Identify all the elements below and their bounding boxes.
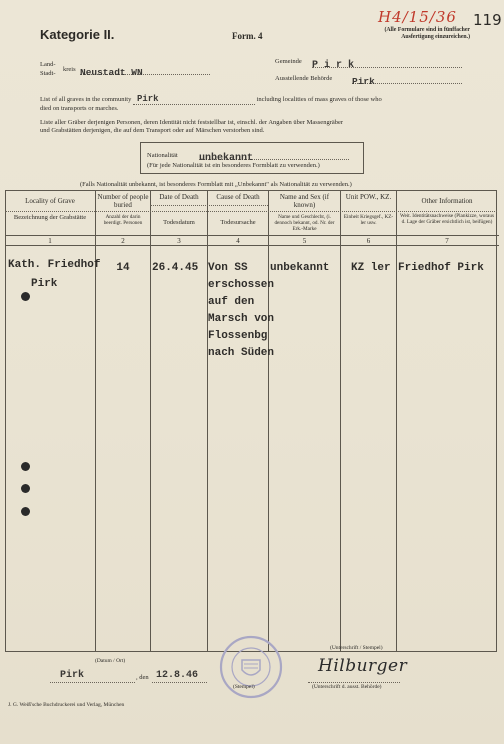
column-divider [268, 190, 269, 652]
cause-line5: Flossenbg [208, 330, 268, 342]
col3-subheader: Todesdatum [163, 219, 195, 226]
col4-number: 4 [236, 237, 240, 245]
name-and-sex: unbekannt [270, 262, 330, 274]
community-field [133, 96, 255, 105]
other-information: Friedhof Pirk [398, 262, 484, 274]
col4-header: Cause of Death [216, 193, 260, 201]
footer-place: Pirk [60, 670, 85, 681]
col5-number: 5 [302, 237, 307, 245]
nationality-label: Nationalität [147, 152, 178, 159]
stadt-label: Stadt- [40, 70, 56, 77]
form-number: Form. 4 [232, 31, 263, 41]
nationality-note: (Für jede Nationalität ist ein besonderes Formblatt zu verwenden.) [147, 162, 320, 169]
header-divider [5, 211, 497, 212]
col1-subheader: Bezeichnung der Grabstätte [13, 214, 87, 221]
intro-line2: died on transports or marches. [40, 105, 119, 112]
behoerde-value: Pirk [352, 76, 375, 87]
col6-subheader: Einheit Kriegsgef., KZ-ler usw. [343, 214, 394, 226]
stamp-label: (Stempel) [233, 684, 255, 690]
date-of-death: 26.4.45 [152, 262, 199, 274]
col6-number: 6 [366, 237, 371, 245]
col5-header: Name and Sex (if known) [279, 193, 330, 209]
unknown-nationality-note: (Falls Nationalität unbekannt, ist besonderes Formblatt mit „Unbekannt" als Nationalität zu verwenden.) [80, 181, 352, 188]
signature: Hilburger [318, 656, 408, 676]
cause-line1: Von SS [208, 262, 248, 274]
german-intro-line2: und Grabstätten derjenigen, die auf dem Transport oder auf Märschen verstorben sind. [40, 126, 265, 134]
handwritten-reference: H4/15/36 [378, 8, 457, 26]
col7-subheader: Weit. Identitätsnachweise (Plankizze, woraus d. Lage der Gräber ersichtlich ist, beifügen) [400, 213, 494, 225]
copies-note-line2: Ausfertigung einzureichen.) [401, 34, 470, 40]
col7-header: Other Information [421, 197, 473, 205]
intro-line1 [40, 96, 382, 105]
printer-imprint: J. G. Weiß'sche Buchdruckerei und Verlag, München [8, 702, 125, 708]
locality-line1: Kath. Friedhof [8, 259, 101, 271]
cause-line4: Marsch von [208, 313, 275, 325]
german-intro [40, 119, 470, 134]
community-value: Pirk [136, 94, 159, 104]
category-title: Kategorie II. [40, 27, 115, 42]
date-underline [152, 682, 207, 683]
intro-line1-start: List of all graves in the community [40, 96, 132, 103]
column-divider [396, 190, 397, 652]
column-divider [340, 190, 341, 652]
nationality-field [199, 147, 349, 164]
cause-line6: nach Süden [208, 347, 275, 359]
signature-top-label: (Unterschrift / Stempel) [330, 645, 383, 651]
col2-subheader: Anzahl der darin beerdigt. Personen [103, 214, 143, 226]
column-divider [150, 190, 151, 652]
col1-number: 1 [48, 237, 52, 245]
copies-note-line1: (Alle Formulare sind in fünffacher [384, 27, 470, 33]
col6-header: Unit POW., KZ. [345, 193, 392, 201]
page-number: 119 [473, 11, 502, 29]
nationality-box [140, 142, 364, 174]
place-underline [50, 682, 135, 683]
col1-header: Locality of Grave [25, 197, 75, 205]
signature-underline [308, 682, 400, 683]
gemeinde-field [312, 54, 462, 71]
place-date-label: (Datum / Ort) [95, 658, 126, 664]
copies-note [345, 27, 470, 41]
col2-header: Number of people buried [97, 193, 149, 209]
header-rule [5, 245, 499, 246]
col2-number: 2 [121, 237, 125, 245]
col4-subheader: Todesursache [220, 219, 256, 226]
col3-header: Date of Death [159, 193, 199, 201]
land-label: Land- [40, 61, 56, 68]
col5-subheader: Name und Geschlecht, (i. dennoch bekannt, od. Nr. der Erk.-Marke [274, 214, 335, 232]
cause-line2: erschossen [208, 279, 275, 291]
footer-date: 12.8.46 [156, 670, 199, 681]
german-intro-line1: Liste aller Gräber derjenigen Personen, deren Identität nicht feststellbar ist, einschl. der Angaben über Massengräber [40, 119, 344, 126]
gemeinde-value: P i r k [312, 60, 355, 71]
behoerde-field [352, 71, 462, 87]
signature-label: (Unterschrift d. ausst. Behörde) [312, 684, 382, 690]
den-label: , den [136, 674, 149, 681]
nationality-value: unbekannt [199, 153, 254, 164]
header-rule [5, 235, 499, 236]
header-divider [150, 205, 268, 206]
col3-number: 3 [177, 237, 181, 245]
unit: KZ ler [351, 262, 391, 274]
kreis-label: kreis [63, 66, 76, 73]
kreis-field [80, 62, 210, 78]
number-buried: 14 [116, 262, 130, 274]
kreis-value: Neustadt WN [80, 67, 143, 78]
locality-line2: Pirk [31, 278, 58, 290]
col7-number: 7 [445, 237, 449, 245]
intro-line1-end: including localities of mass graves of those who [256, 96, 382, 103]
behoerde-label: Ausstellende Behörde [275, 75, 333, 82]
cause-line3: auf den [208, 296, 255, 308]
gemeinde-label: Gemeinde [275, 58, 302, 65]
